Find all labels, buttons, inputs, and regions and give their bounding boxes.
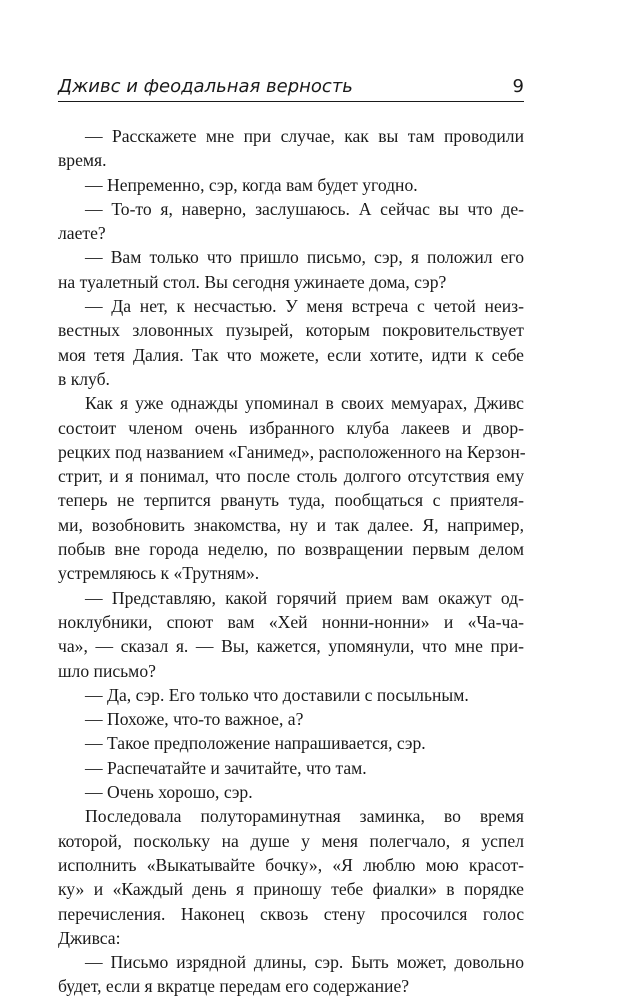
text-line: моя тетя Далия. Так что можете, если хотите, идти к себе <box>58 344 524 365</box>
text-line: которой, поскольку на душе у меня полегчало, я успел <box>58 830 524 851</box>
text-line: — То-то я, наверно, заслушаюсь. А сейчас вы что де- <box>85 198 524 219</box>
text-line: — Непременно, сэр, когда вам будет угодно. <box>85 174 418 195</box>
text-line: рецких под названием «Ганимед», расположенного на Керзон- <box>58 441 526 462</box>
text-line: лаете? <box>58 223 106 244</box>
text-line: вестных зловонных пузырей, которым покровительствует <box>58 320 524 341</box>
text-line: будет, если я вкратце передам его содержание? <box>58 976 410 997</box>
body-text <box>58 124 524 999</box>
header-rule <box>58 101 524 102</box>
text-line: — Вам только что пришло письмо, сэр, я положил его <box>85 247 524 268</box>
text-line: — Представляю, какой горячий прием вам окажут од- <box>85 587 524 608</box>
text-line: — Да нет, к несчастью. У меня встреча с четой неиз- <box>85 296 524 317</box>
text-line: исполнить «Выкатывайте бочку», «Я люблю мою красот- <box>58 854 524 875</box>
page-header <box>58 72 524 102</box>
text-line: устремляюсь к «Трутням». <box>58 563 260 584</box>
text-line: ку» и «Каждый день я приношу тебе фиалки» в порядке <box>58 879 524 900</box>
text-line: состоит членом очень избранного клуба лакеев и двор- <box>58 417 524 438</box>
text-line: в клуб. <box>58 368 110 389</box>
text-line: — Очень хорошо, сэр. <box>85 782 253 803</box>
text-line: — Расскажете мне при случае, как вы там проводили <box>85 126 524 146</box>
text-line: на туалетный стол. Вы сегодня ужинаете дома, сэр? <box>58 271 447 292</box>
text-line: стрит, и я понимал, что после столь долгого отсутствия ему <box>58 466 524 487</box>
text-line: — Письмо изрядной длины, сэр. Быть может, довольно <box>85 952 524 973</box>
running-title: Дживс и феодальная верность <box>58 76 353 97</box>
text-line: Дживса: <box>58 927 121 948</box>
text-line: побыв вне города неделю, по возвращении первым делом <box>58 539 524 560</box>
text-line: — Да, сэр. Его только что доставили с посыльным. <box>85 684 469 705</box>
text-line: ча», — сказал я. — Вы, кажется, упомянули, что мне при- <box>58 636 524 657</box>
text-line: Как я уже однажды упоминал в своих мемуарах, Дживс <box>85 393 524 414</box>
text-line: — Похоже, что-то важное, а? <box>85 709 304 730</box>
text-line: время. <box>58 150 107 171</box>
text-line: — Такое предположение напрашивается, сэр. <box>85 733 426 754</box>
text-line: теперь не терпится рвануть туда, пообщаться с приятеля- <box>58 490 524 511</box>
page-number: 9 <box>512 76 524 97</box>
text-line: — Распечатайте и зачитайте, что там. <box>85 757 367 778</box>
text-line: шло письмо? <box>58 660 156 681</box>
text-line: Последовала полутораминутная заминка, во время <box>85 806 524 827</box>
text-line: перечисления. Наконец сквозь стену просочился голос <box>58 903 524 924</box>
text-line: ноклубники, споют вам «Хей нонни-нонни» и «Ча-ча- <box>58 611 524 632</box>
text-line: ми, возобновить знакомства, ну и так далее. Я, например, <box>58 514 524 535</box>
